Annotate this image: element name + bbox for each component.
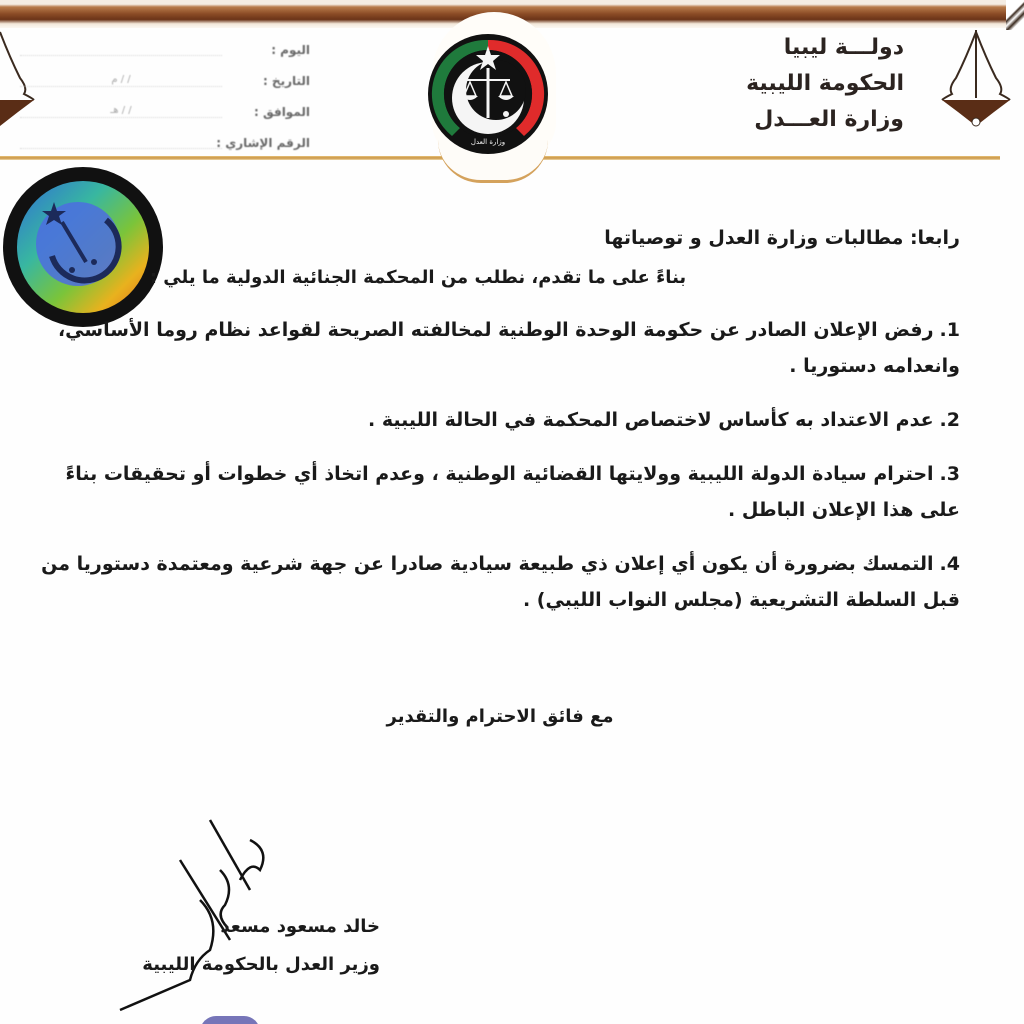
closing-salutation: مع فائق الاحترام والتقدير — [386, 706, 614, 727]
signatory-name: خالد مسعود مسعد — [220, 916, 380, 937]
meta-date-label: التاريخ : — [262, 73, 310, 88]
item-text: رفض الإعلان الصادر عن حكومة الوحدة الوطنية لمخالفته الصريحة لقواعد نظام روما الأساسي، وانعدامه دستوريا . — [57, 319, 960, 377]
item-number: 1. — [939, 319, 960, 341]
item-text: احترام سيادة الدولة الليبية وولايتها القضائية الوطنية ، وعدم اتخاذ أي خطوات أو تحقيقات بناءً على هذا الإعلان الباطل . — [65, 463, 960, 521]
svg-text:وزارة العدل: وزارة العدل — [470, 138, 506, 146]
meta-date-field: / / م — [20, 74, 222, 87]
signature-block — [70, 908, 380, 984]
meta-hijri-label: الموافق : — [254, 104, 310, 119]
item-number: 3. — [939, 463, 960, 485]
partial-stamp — [200, 1016, 260, 1024]
item-text: عدم الاعتداد به كأساس لاختصاص المحكمة في الحالة الليبية . — [368, 409, 934, 431]
demand-item-2 — [36, 402, 960, 438]
intro-paragraph: بناءً على ما تقدم، نطلب من المحكمة الجنائية الدولية ما يلي : — [149, 267, 687, 288]
meta-hijri-field: / / هـ — [20, 105, 222, 118]
demand-item-4 — [36, 546, 960, 618]
signatory-title: وزير العدل بالحكومة الليبية — [142, 954, 380, 975]
item-text: التمسك بضرورة أن يكون أي إعلان ذي طبيعة سيادية صادرا عن جهة شرعية ومعتمدة دستوريا من قبل السلطة التشريعية (مجلس النواب الليبي) . — [41, 553, 960, 611]
header-band-corner — [1006, 0, 1024, 30]
meta-reference-field — [20, 136, 222, 149]
item-number: 4. — [939, 553, 960, 575]
meta-day-label: اليوم : — [271, 42, 310, 57]
government-name: الحكومة الليبية — [746, 71, 904, 96]
country-name: دولـــة ليبيا — [783, 35, 904, 60]
demand-item-3 — [36, 456, 960, 528]
section-title: رابعا: مطالبات وزارة العدل و توصياتها — [604, 227, 960, 249]
meta-date-row — [20, 65, 310, 96]
scales-of-justice-icon — [938, 28, 1014, 132]
item-number: 2. — [939, 409, 960, 431]
demand-item-1 — [36, 312, 960, 384]
meta-hijri-row — [20, 96, 310, 127]
document-meta — [20, 34, 310, 158]
ministry-name: وزارة العـــدل — [754, 107, 904, 132]
meta-reference-row — [20, 127, 310, 158]
issuer-block — [746, 30, 904, 138]
meta-day-row — [20, 34, 310, 65]
meta-reference-label: الرقم الإشاري : — [216, 135, 310, 150]
letter-body — [36, 220, 960, 636]
meta-day-field — [20, 43, 222, 56]
ministry-emblem-icon — [426, 32, 550, 156]
